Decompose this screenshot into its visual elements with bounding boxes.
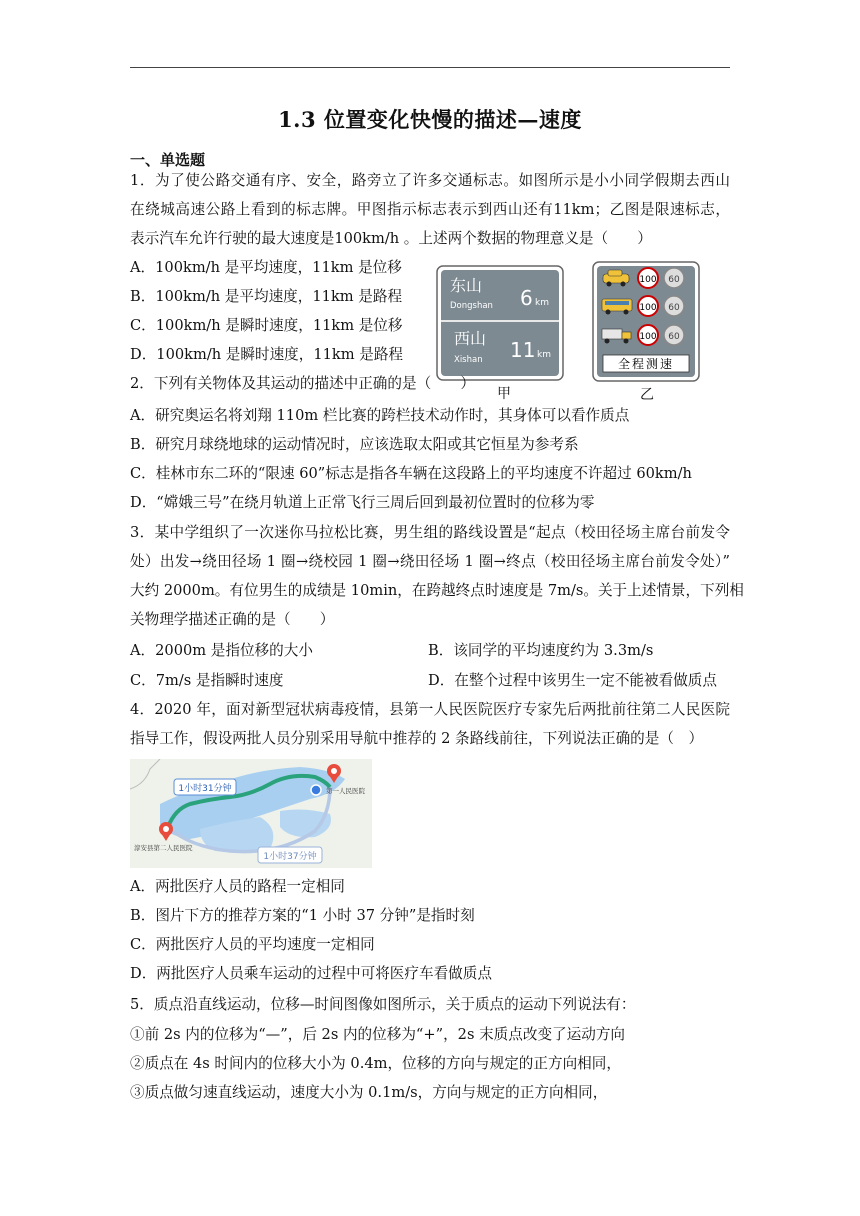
q3-stem-line: 处）出发→绕田径场 1 圈→绕校园 1 圈→绕田径场 1 圈→终点（校田径场主席台前发令处）”	[130, 553, 730, 570]
route-map-figure	[130, 759, 372, 868]
svg-text:100: 100	[639, 332, 657, 342]
q1-option-c: C．100km/h 是瞬时速度，11km 是位移	[130, 317, 403, 334]
q5-item: ③质点做匀速直线运动，速度大小为 0.1m/s，方向与规定的正方向相同，	[130, 1084, 608, 1101]
q3-option-d: D．在整个过程中该男生一定不能被看做质点	[428, 672, 717, 689]
route-top-label: 1小时31分钟	[178, 784, 232, 794]
svg-text:60: 60	[668, 303, 680, 313]
speed-limit-sign-figure	[592, 261, 700, 382]
page-title: 1.3 位置变化快慢的描述—速度	[278, 107, 582, 132]
q4-option-c: C．两批医疗人员的平均速度一定相同	[130, 936, 375, 953]
sign-a-row1-cn: 东山	[450, 276, 483, 295]
svg-text:60: 60	[668, 275, 680, 285]
sign-b-caption: 乙	[640, 387, 654, 403]
q1-stem-line: 1．为了使公路交通有序、安全，路旁立了许多交通标志。如图所示是小小同学假期去西山	[130, 172, 730, 189]
sign-a-row1-unit: km	[535, 298, 549, 308]
header-rule	[130, 67, 730, 68]
q1-stem-line: 在绕城高速公路上看到的标志牌。甲图指示标志表示到西山还有11km；乙图是限速标志，	[130, 201, 730, 218]
q3-stem-line: 关物理学描述正确的是（ ）	[130, 611, 335, 628]
q3-option-a: A．2000m 是指位移的大小	[130, 642, 313, 659]
q4-option-b: B．图片下方的推荐方案的“1 小时 37 分钟”是指时刻	[130, 907, 475, 924]
route-bottom-label: 1小时37分钟	[263, 852, 317, 862]
q1-option-b: B．100km/h 是平均速度，11km 是路程	[130, 288, 403, 305]
q1-stem-line: 表示汽车允许行驶的最大速度是100km/h 。上述两个数据的物理意义是（ ）	[130, 230, 652, 247]
svg-text:100: 100	[639, 275, 657, 285]
q3-option-c: C．7m/s 是指瞬时速度	[130, 672, 284, 689]
sign-a-row2-num: 11	[510, 338, 536, 362]
q2-option-a: A．研究奥运名将刘翔 110m 栏比赛的跨栏技术动作时，其身体可以看作质点	[130, 407, 630, 424]
q3-option-b: B．该同学的平均速度约为 3.3m/s	[428, 642, 654, 659]
sign-a-row1-py: Dongshan	[450, 301, 493, 311]
svg-text:100: 100	[639, 303, 657, 313]
q5-stem: 5．质点沿直线运动，位移—时间图像如图所示，关于质点的运动下列说法有：	[130, 996, 636, 1013]
q1-option-a: A．100km/h 是平均速度，11km 是位移	[130, 259, 402, 276]
sign-a-caption: 甲	[497, 386, 511, 402]
current-location-icon	[311, 785, 321, 795]
section-heading: 一、单选题	[130, 151, 206, 169]
map-label-right: 第一人民医院	[326, 787, 365, 795]
q4-stem-line: 4．2020 年，面对新型冠状病毒疫情，县第一人民医院医疗专家先后两批前往第二人民医院	[130, 701, 730, 718]
sign-a-row1-num: 6	[520, 286, 533, 310]
q1-option-d: D．100km/h 是瞬时速度，11km 是路程	[130, 346, 404, 363]
distance-sign-figure	[436, 265, 564, 381]
q4-option-a: A．两批医疗人员的路程一定相同	[130, 878, 345, 895]
sign-a-row2-cn: 西山	[454, 329, 487, 348]
q3-stem-line: 大约 2000m。有位男生的成绩是 10min，在跨越终点时速度是 7m/s。关于上述情景，下列相	[130, 582, 744, 599]
q4-option-d: D．两批医疗人员乘车运动的过程中可将医疗车看做质点	[130, 965, 492, 982]
q2-stem: 2．下列有关物体及其运动的描述中正确的是（ ）	[130, 375, 475, 392]
q2-option-c: C．桂林市东二环的“限速 60”标志是指各车辆在这段路上的平均速度不许超过 60km/h	[130, 465, 692, 482]
q3-stem-line: 3．某中学组织了一次迷你马拉松比赛，男生组的路线设置是“起点（校田径场主席台前发令	[130, 524, 730, 541]
q2-option-d: D．“嫦娥三号”在绕月轨道上正常飞行三周后回到最初位置时的位移为零	[130, 494, 595, 511]
q5-item: ②质点在 4s 时间内的位移大小为 0.4m，位移的方向与规定的正方向相同，	[130, 1055, 621, 1072]
sign-a-row2-unit: km	[537, 350, 551, 360]
q4-stem-line: 指导工作，假设两批人员分别采用导航中推荐的 2 条路线前往，下列说法正确的是（ ）	[130, 730, 704, 747]
q5-item: ①前 2s 内的位移为“—”，后 2s 内的位移为“+”，2s 末质点改变了运动方向	[130, 1026, 626, 1043]
q2-option-b: B．研究月球绕地球的运动情况时，应该选取太阳或其它恒星为参考系	[130, 436, 579, 453]
sign-a-row2-py: Xishan	[454, 355, 483, 365]
map-label-left: 淳安县第二人民医院	[134, 844, 193, 852]
sign-b-footer: 全程测速	[617, 357, 675, 371]
svg-text:60: 60	[668, 332, 680, 342]
